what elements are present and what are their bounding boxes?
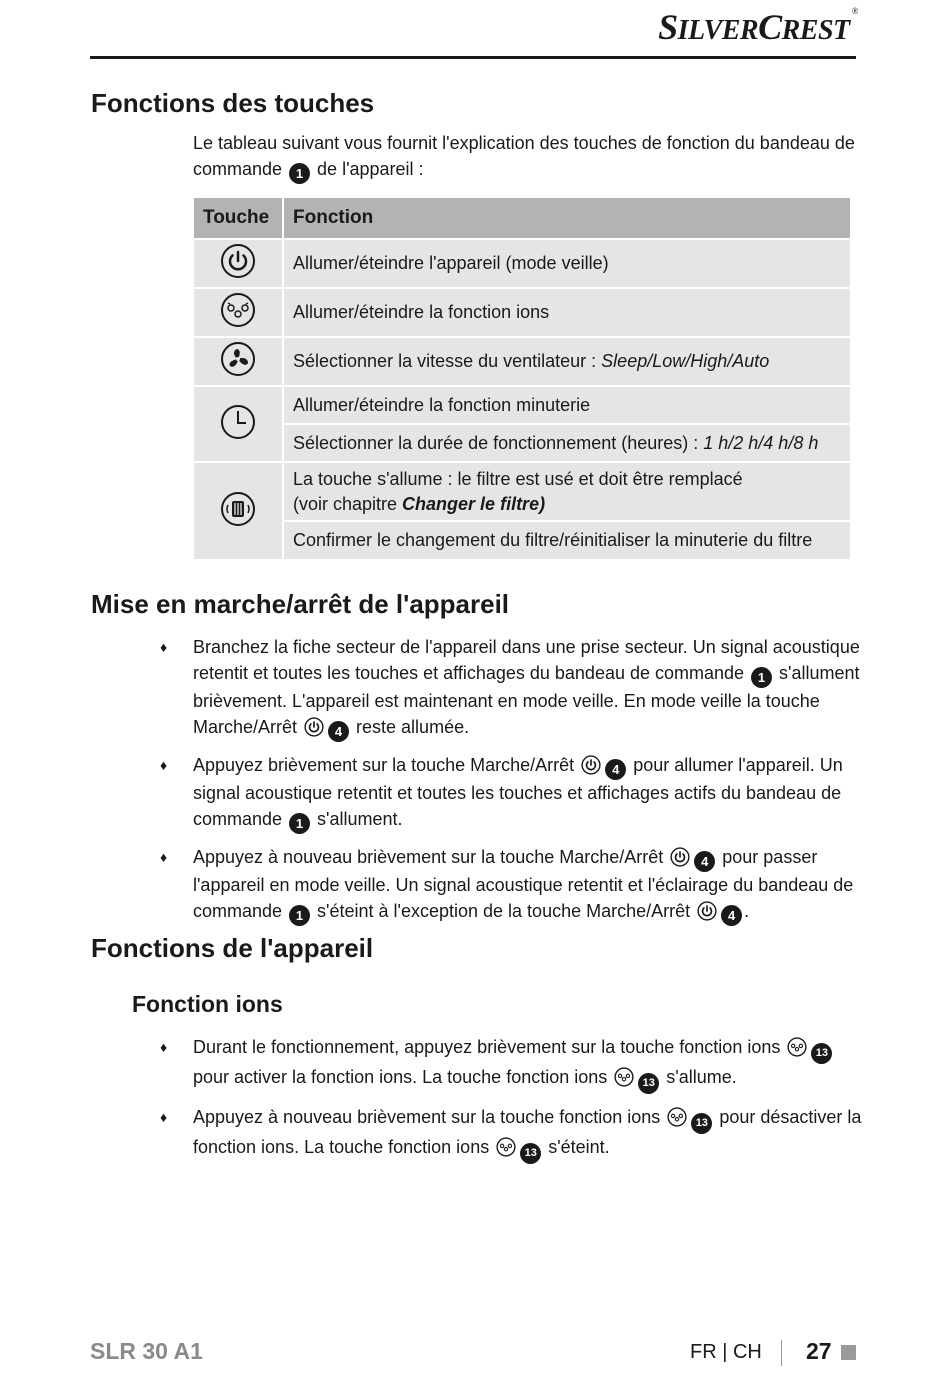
power-icon (194, 240, 282, 287)
brand-logo: SILVERCREST® (658, 6, 858, 47)
header-rule (90, 56, 856, 59)
power-icon (304, 717, 324, 737)
ions-icon (194, 289, 282, 336)
power-icon (670, 847, 690, 867)
table-header-touche: Touche (194, 198, 282, 238)
ref-badge: 1 (289, 813, 310, 834)
table-row (194, 289, 850, 336)
power-icon (697, 901, 717, 921)
filter-icon (194, 463, 282, 559)
table-row (194, 425, 850, 461)
footer-language: FR | CH (690, 1341, 762, 1363)
ref-badge: 4 (605, 759, 626, 780)
bullet-list-ions (160, 1034, 865, 1174)
ref-badge: 1 (289, 905, 310, 926)
ref-badge: 13 (811, 1043, 832, 1064)
list-item: ♦ Appuyez à nouveau brièvement sur la touche fonction ions 13 pour désactiver la fonction ions. La touche fonction ions 13 s'éteint. (160, 1104, 865, 1164)
ions-icon (496, 1137, 516, 1157)
footer-square-marker (841, 1345, 856, 1360)
ions-icon (614, 1067, 634, 1087)
footer-divider (781, 1340, 782, 1366)
function-table (194, 198, 854, 559)
ref-badge: 4 (694, 851, 715, 872)
table-row (194, 240, 850, 287)
table-header-fonction: Fonction (284, 198, 850, 238)
ref-badge: 4 (721, 905, 742, 926)
table-row (194, 338, 850, 385)
power-icon (581, 755, 601, 775)
ref-badge: 13 (520, 1143, 541, 1164)
fan-icon (194, 338, 282, 385)
ions-icon (667, 1107, 687, 1127)
ref-badge: 4 (328, 721, 349, 742)
ref-badge: 1 (289, 163, 310, 184)
table-cell: Sélectionner la vitesse du ventilateur : Sleep/Low/High/Auto (284, 338, 850, 385)
intro-paragraph: Le tableau suivant vous fournit l'explication des touches de fonction du bandeau de commande 1 de l'appareil : (193, 130, 858, 184)
table-cell: Allumer/éteindre l'appareil (mode veille) (284, 240, 850, 287)
ions-icon (787, 1037, 807, 1057)
table-cell: Allumer/éteindre la fonction minuterie (284, 387, 850, 423)
table-cell: La touche s'allume : le filtre est usé et doit être remplacé (voir chapitre Changer le filtre) (284, 463, 850, 520)
footer-model: SLR 30 A1 (90, 1338, 203, 1364)
page-number: 27 (806, 1338, 832, 1364)
ref-badge: 1 (751, 667, 772, 688)
section-title-fonctions-appareil: Fonctions de l'appareil (91, 933, 374, 963)
table-row (194, 463, 850, 520)
list-item: ♦ Appuyez à nouveau brièvement sur la touche Marche/Arrêt 4 pour passer l'appareil en mode veille. Un signal acoustique retentit et l'éclairage du bandeau de commande 1 s'éteint à l'exception de la touche Marche/Arrêt 4 . (160, 844, 860, 926)
table-cell: Sélectionner la durée de fonctionnement (heures) : 1 h/2 h/4 h/8 h (284, 425, 850, 461)
subsection-title-fonction-ions: Fonction ions (132, 991, 283, 1017)
table-cell: Allumer/éteindre la fonction ions (284, 289, 850, 336)
table-row (194, 522, 850, 559)
timer-icon (194, 387, 282, 461)
section-title-mise-en-marche: Mise en marche/arrêt de l'appareil (91, 589, 510, 619)
ref-badge: 13 (691, 1113, 712, 1134)
section-title-fonctions-touches: Fonctions des touches (91, 88, 375, 118)
ref-badge: 13 (638, 1073, 659, 1094)
list-item: ♦ Branchez la fiche secteur de l'appareil dans une prise secteur. Un signal acoustique retentit et toutes les touches et affichages du bandeau de commande 1 s'allument brièvement. L'appareil est maintenant en mode veille. En mode veille la touche Marche/Arrêt 4 reste allumée. (160, 634, 860, 742)
bullet-list-marche (160, 634, 860, 936)
list-item: ♦ Durant le fonctionnement, appuyez brièvement sur la touche fonction ions 13 pour activer la fonction ions. La touche fonction ions 13 s'allume. (160, 1034, 865, 1094)
table-cell: Confirmer le changement du filtre/réinitialiser la minuterie du filtre (284, 522, 850, 559)
list-item: ♦ Appuyez brièvement sur la touche Marche/Arrêt 4 pour allumer l'appareil. Un signal acoustique retentit et toutes les touches et affichages actifs du bandeau de commande 1 s'allument. (160, 752, 860, 834)
table-row (194, 387, 850, 423)
